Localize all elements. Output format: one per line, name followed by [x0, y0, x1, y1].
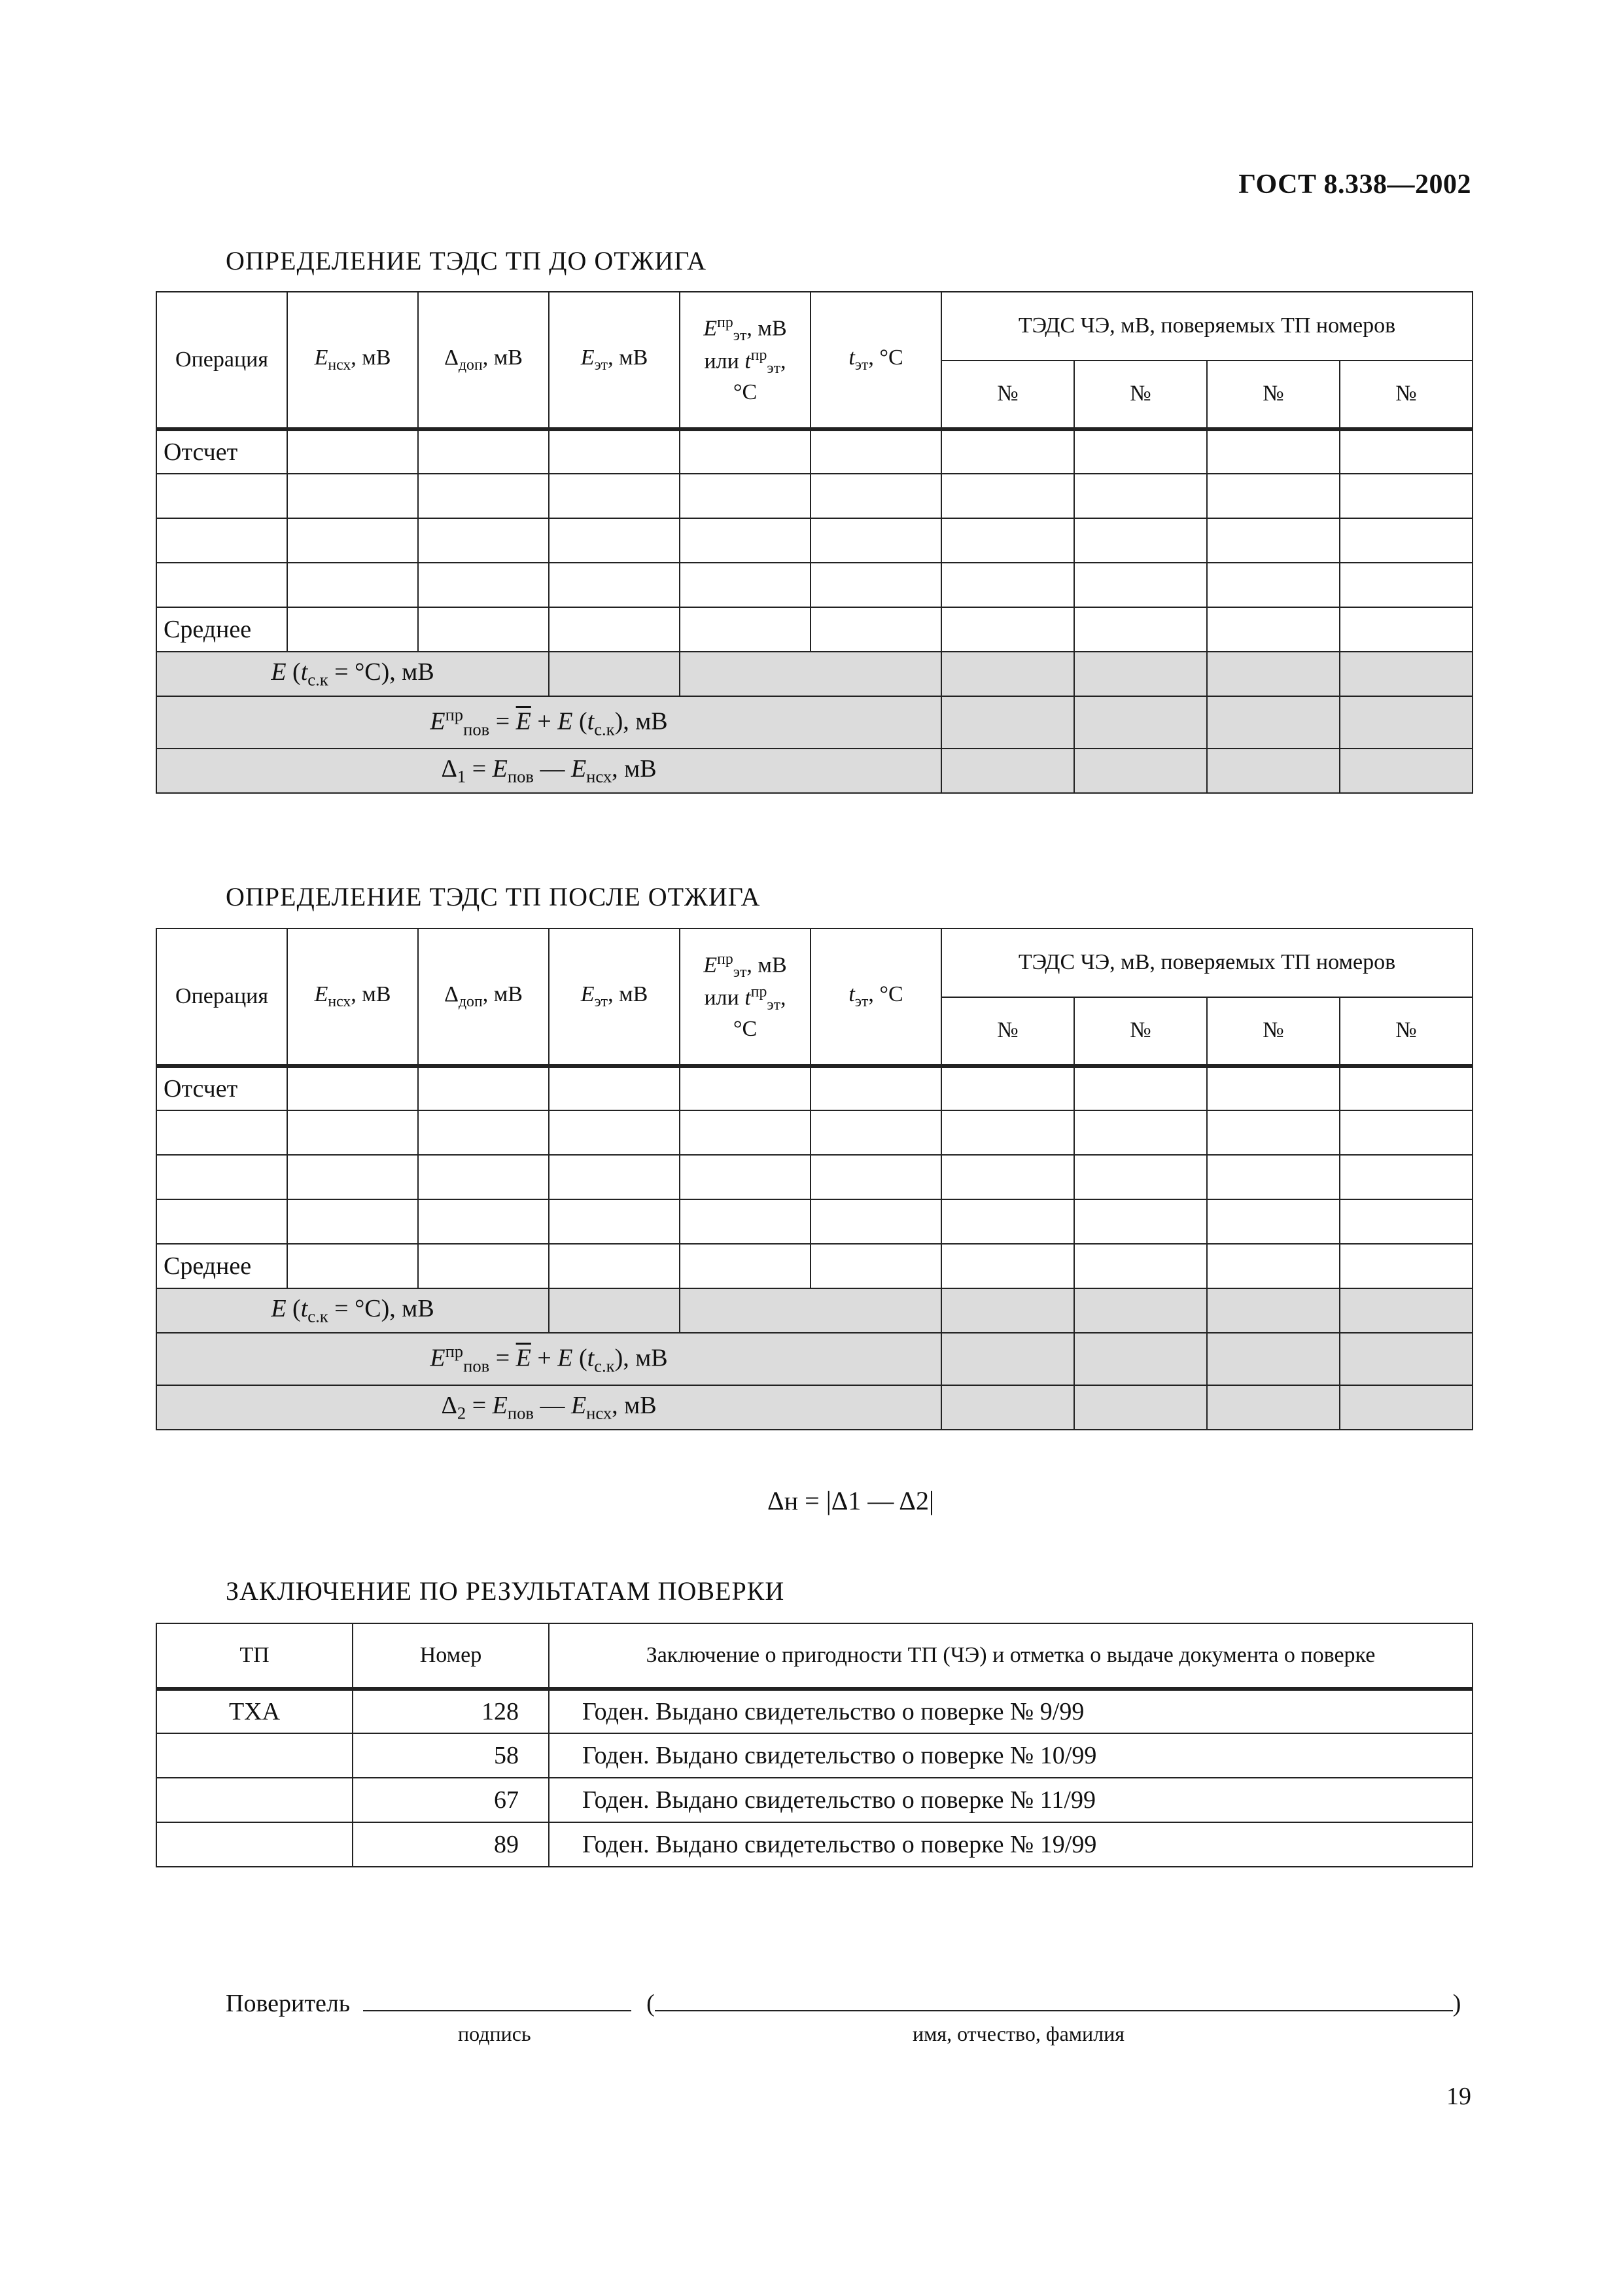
header-num-3: №	[1207, 361, 1340, 429]
row-label-delta-2: $\Delta_2 = E_{пов}$ — $E_{нсх}$, мВ	[156, 1385, 941, 1430]
cell-tp	[156, 1733, 353, 1778]
signature-line	[226, 1989, 1472, 2018]
row-label-e-pov: $E^{пр}_{пов} = \overline{E} + E$ $(t_{с.к})$, мВ	[156, 696, 941, 749]
cell-tp: ТХА	[156, 1689, 353, 1733]
page-number: 19	[1446, 2083, 1471, 2110]
table-row	[156, 1333, 1473, 1385]
header-delta-dop: $\Delta_{доп}$, мВ	[418, 292, 549, 429]
header-e-pr: $E^{пр}_{эт}$, мВ или $t^{пр}_{эт}$, °C	[680, 928, 811, 1066]
cell-conclusion-text: Годен. Выдано свидетельство о поверке № 9/99	[549, 1689, 1473, 1733]
header-num-1: №	[941, 997, 1074, 1066]
row-label-srednee: Среднее	[156, 607, 287, 652]
signature-field[interactable]	[363, 1990, 631, 2011]
caption-signature: подпись	[458, 2022, 531, 2045]
cell-conclusion-text: Годен. Выдано свидетельство о поверке № 10/99	[549, 1733, 1473, 1778]
header-e-nsx: $E_{нсх}$, мВ	[287, 292, 418, 429]
header-conclusion: Заключение о пригодности ТП (ЧЭ) и отметка о выдаче документа о поверке	[549, 1623, 1473, 1689]
section-title-conclusion: ЗАКЛЮЧЕНИЕ ПО РЕЗУЛЬТАТАМ ПОВЕРКИ	[226, 1576, 785, 1606]
row-label-e-pov: $E^{пр}_{пов} = \overline{E} + E$ $(t_{с.к})$, мВ	[156, 1333, 941, 1385]
row-label-delta-1: $\Delta_1 = E_{пов}$ — $E_{нсх}$, мВ	[156, 749, 941, 793]
cell-conclusion-text: Годен. Выдано свидетельство о поверке № 19/99	[549, 1822, 1473, 1867]
table-after-annealing	[156, 928, 1473, 1430]
cell-number: 89	[353, 1822, 549, 1867]
row-label-e-tck: E $(t_{с.к} = ^\circ C)$, мВ	[156, 1288, 549, 1333]
table-row	[156, 563, 1473, 607]
table-row	[156, 429, 1473, 474]
row-label-otschet: Отсчет	[156, 429, 287, 474]
caption-name: имя, отчество, фамилия	[913, 2022, 1125, 2045]
table-row	[156, 1822, 1473, 1867]
header-num-1: №	[941, 361, 1074, 429]
row-label-otschet: Отсчет	[156, 1066, 287, 1110]
table-row	[156, 1689, 1473, 1733]
open-paren: (	[646, 1990, 655, 2017]
delta-n-formula: Δн = |Δ1 — Δ2|	[767, 1486, 934, 1515]
section-title-before-annealing: ОПРЕДЕЛЕНИЕ ТЭДС ТП ДО ОТЖИГА	[226, 246, 707, 275]
table-before-annealing	[156, 291, 1473, 794]
header-t-et: $t_{эт}$, °C	[811, 292, 941, 429]
table-row	[156, 696, 1473, 749]
row-label-srednee: Среднее	[156, 1244, 287, 1288]
header-num-4: №	[1340, 997, 1473, 1066]
table-row	[156, 1110, 1473, 1155]
header-e-et: $E_{эт}$, мВ	[549, 928, 680, 1066]
table-row	[156, 1733, 1473, 1778]
header-tp: ТП	[156, 1623, 353, 1689]
header-e-et: $E_{эт}$, мВ	[549, 292, 680, 429]
header-t-et: $t_{эт}$, °C	[811, 928, 941, 1066]
header-operation: Операция	[156, 928, 287, 1066]
row-label-e-tck: E $(t_{с.к} = ^\circ C)$, мВ	[156, 652, 549, 696]
document-code: ГОСТ 8.338—2002	[1238, 169, 1471, 200]
header-e-nsx: $E_{нсх}$, мВ	[287, 928, 418, 1066]
table-row	[156, 652, 1473, 696]
cell-number: 58	[353, 1733, 549, 1778]
cell-tp	[156, 1822, 353, 1867]
table-row	[156, 1244, 1473, 1288]
table-row	[156, 1288, 1473, 1333]
table-row	[156, 1199, 1473, 1244]
table-row	[156, 1066, 1473, 1110]
cell-tp	[156, 1778, 353, 1822]
table-row	[156, 1155, 1473, 1199]
table-row	[156, 607, 1473, 652]
table-row	[156, 1778, 1473, 1822]
close-paren: )	[1452, 1990, 1461, 2017]
table-row	[156, 1385, 1473, 1430]
header-number: Номер	[353, 1623, 549, 1689]
header-operation: Операция	[156, 292, 287, 429]
section-title-after-annealing: ОПРЕДЕЛЕНИЕ ТЭДС ТП ПОСЛЕ ОТЖИГА	[226, 882, 761, 911]
conclusion-table	[156, 1623, 1473, 1867]
table-row	[156, 518, 1473, 563]
signature-label: Поверитель	[226, 1990, 351, 2017]
cell-conclusion-text: Годен. Выдано свидетельство о поверке № 11/99	[549, 1778, 1473, 1822]
name-field[interactable]	[655, 1990, 1453, 2011]
cell-number: 128	[353, 1689, 549, 1733]
header-tpc-group: ТЭДС ЧЭ, мВ, поверяемых ТП номеров	[941, 928, 1473, 997]
header-num-2: №	[1074, 997, 1207, 1066]
header-num-3: №	[1207, 997, 1340, 1066]
table-row	[156, 474, 1473, 518]
header-e-pr: $E^{пр}_{эт}$, мВ или $t^{пр}_{эт}$, °C	[680, 292, 811, 429]
header-num-4: №	[1340, 361, 1473, 429]
table-row	[156, 749, 1473, 793]
header-tpc-group: ТЭДС ЧЭ, мВ, поверяемых ТП номеров	[941, 292, 1473, 361]
header-num-2: №	[1074, 361, 1207, 429]
cell-number: 67	[353, 1778, 549, 1822]
header-delta-dop: $\Delta_{доп}$, мВ	[418, 928, 549, 1066]
